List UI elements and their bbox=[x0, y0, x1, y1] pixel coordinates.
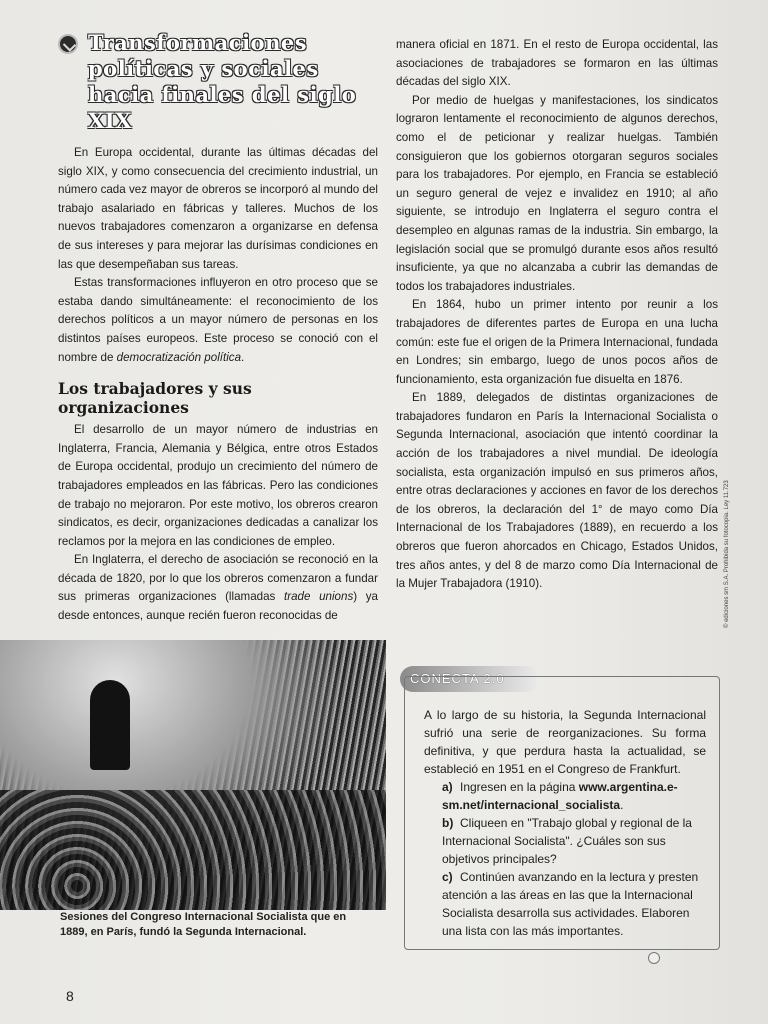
question-a bbox=[424, 778, 706, 814]
intro-paragraph-2-text: Estas transformaciones influyeron en otro proceso que se estaba dando simultáneamente: el reconocimiento de los derechos políticos a un mayor número de personas en los distintos países europeos. Este proceso se conoció con el nombre de bbox=[58, 276, 378, 364]
crowd-figure bbox=[0, 790, 386, 910]
section-title: Los trabajadores y sus organizaciones bbox=[58, 379, 252, 418]
congress-engraving-image bbox=[0, 640, 386, 910]
copyright-text: © ediciones sm S.A. Prohibida su fotocopia. Ley 11.723 bbox=[724, 480, 730, 628]
question-b-text: Cliqueen en "Trabajo global y regional de la Internacional Socialista". ¿Cuáles son sus objetivos principales? bbox=[442, 816, 692, 866]
section-paragraph-2-end: ) ya desde entonces, aunque recién fueron reconocidas de bbox=[58, 590, 379, 623]
page-number: 8 bbox=[66, 988, 74, 1004]
question-c-letter: c) bbox=[442, 870, 453, 884]
question-a-letter: a) bbox=[442, 780, 453, 794]
conecta-label: CONECTA 2.0 bbox=[410, 671, 505, 686]
conecta-intro: A lo largo de su historia, la Segunda Internacional sufrió una serie de reorganizaciones. Su forma definitiva, y que perdura hasta la actualidad, se estableció en 1951 en el Congreso de Frankfurt. bbox=[424, 708, 706, 776]
section-bullet-icon bbox=[58, 34, 78, 54]
box-end-dot-icon bbox=[648, 952, 660, 964]
question-c-text: Continúen avanzando en la lectura y presten atención a las áreas en las que la Internacional Socialista desarrolla sus actividades. Elaboren una lista con las más importantes. bbox=[442, 870, 699, 938]
right-paragraph-1: Por medio de huelgas y manifestaciones, los sindicatos lograron lentamente el reconocimiento de algunos derechos, como el de peticionar y realizar huelgas. También consiguieron que los gobiernos otorgaran seguros sociales para los trabajadores. Por ejemplo, en Francia se estableció un seguro general de vejez e invalidez en 1910; al año siguiente, se introdujo en Inglaterra el seguro contra el desempleo en algunas ramas de la industria. Sin embargo, la legislación social que se promulgó durante esos años resultó insuficiente, ya que no alcanzaba a cubrir las demandas de todos los trabajadores industriales. bbox=[396, 93, 718, 293]
question-b-letter: b) bbox=[442, 816, 454, 830]
left-column bbox=[58, 30, 378, 626]
democratizacion-term: democratización política bbox=[116, 350, 242, 364]
trade-unions-term: trade unions bbox=[284, 590, 354, 604]
copyright-side-note bbox=[722, 440, 732, 640]
section-paragraph-2-text: En Inglaterra, el derecho de asociación se reconoció en la década de 1820, por lo que los obreros comenzaron a fundar sus primeras organizaciones (llamadas bbox=[58, 553, 378, 604]
speaker-figure bbox=[90, 680, 130, 770]
conecta-content bbox=[424, 706, 706, 940]
intro-paragraph-2 bbox=[58, 274, 378, 367]
title-block bbox=[58, 30, 378, 134]
question-c bbox=[424, 868, 706, 940]
section-paragraph-1: El desarrollo de un mayor número de industrias en Inglaterra, Francia, Alemania y Bélgica, entre otros Estados de Europa occidental, produjo un crecimiento del número de trabajadores empleados en las fábricas. Pero las condiciones de trabajo no mejoraron. Por este motivo, los obreros crearon sindicatos, es decir, organizaciones dedicadas a canalizar los reclamos por la mejora en las condiciones de empleo. bbox=[58, 423, 378, 548]
right-paragraph-2: En 1864, hubo un primer intento por reunir a los trabajadores de diferentes partes de Europa en una lucha común: este fue el origen de la Primera Internacional, fundada en Londres; sin embargo, luego de unos pocos años de funcionamiento, esta organización fue disuelta en 1876. bbox=[396, 298, 718, 386]
internacional-socialista-link[interactable]: www.argentina.e-sm.net/internacional_socialista bbox=[442, 780, 678, 812]
page-title: Transformaciones políticas y sociales hacia finales del siglo XIX bbox=[88, 30, 357, 133]
question-b bbox=[424, 814, 706, 868]
right-paragraph-0: manera oficial en 1871. En el resto de Europa occidental, las asociaciones de trabajadores se formaron en las últimas décadas del siglo XIX. bbox=[396, 38, 718, 89]
section-paragraph-2 bbox=[58, 551, 378, 625]
right-column bbox=[396, 36, 718, 594]
image-caption: Sesiones del Congreso Internacional Socialista que en 1889, en París, fundó la Segunda Internacional. bbox=[60, 911, 347, 938]
intro-paragraph-1: En Europa occidental, durante las últimas décadas del siglo XIX, y como consecuencia del crecimiento industrial, un número cada vez mayor de obreros se incorporó al mundo del trabajo asalariado en fábricas y talleres. Muchos de los nuevos trabajadores comenzaron a organizarse en defensa de sus intereses y para mejorar las durísimas condiciones en las que desempeñaban sus tareas. bbox=[58, 146, 378, 271]
question-a-end: . bbox=[620, 798, 624, 812]
right-paragraph-3: En 1889, delegados de distintas organizaciones de trabajadores fundaron en París la Internacional Socialista o Segunda Internacional, asociación que intentó coordinar la acción de los trabajadores a nivel mundial. De ideología socialista, esta organización impulsó en sus primeros años, entre otras declaraciones y acciones en favor de los derechos de los obreros, la declaración del 1° de mayo como Día Internacional de los Trabajadores (1889), en recuerdo a los obreros que fueron ahorcados en Chicago, Estados Unidos, tres años antes, y del 8 de marzo como Día Internacional de la Mujer Trabajadora (1910). bbox=[396, 391, 718, 591]
intro-paragraph-2-end: . bbox=[241, 350, 245, 364]
question-a-text: Ingresen en la página bbox=[460, 780, 579, 794]
